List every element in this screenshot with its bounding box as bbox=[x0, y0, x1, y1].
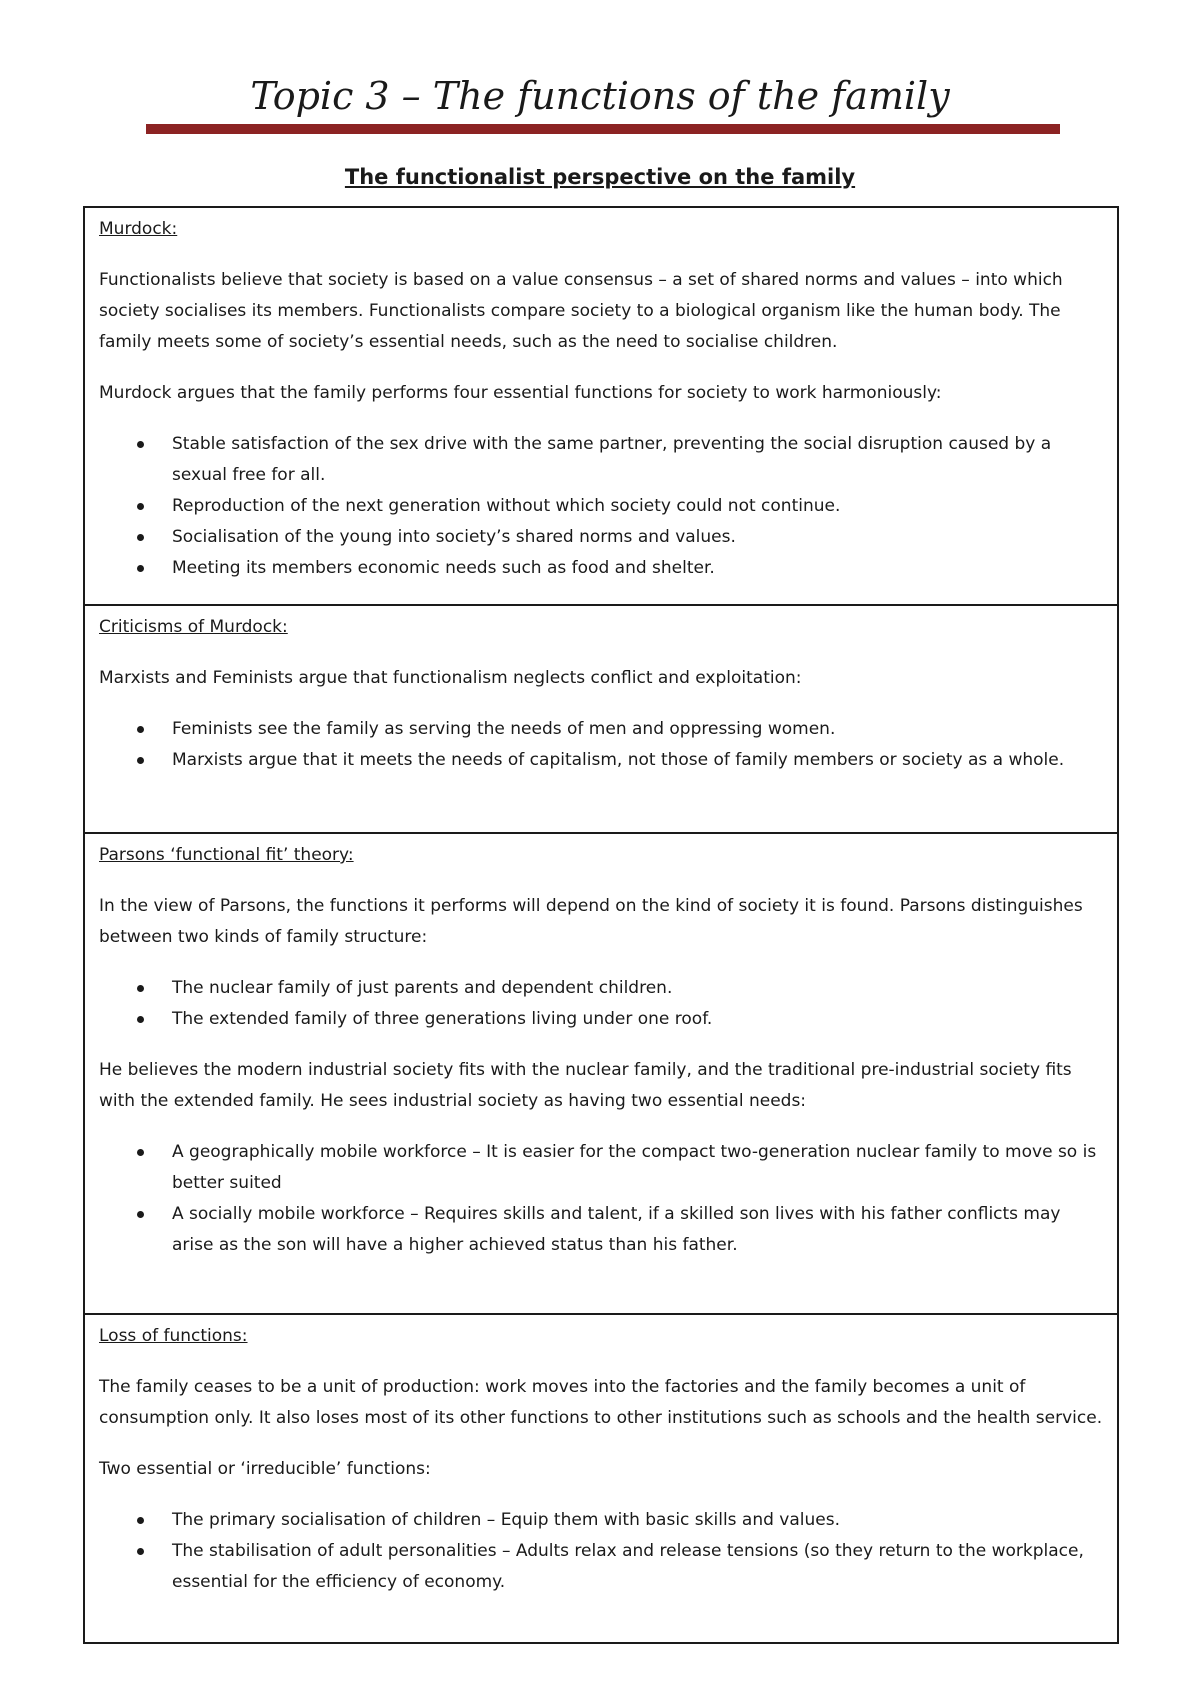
section-paragraph: He believes the modern industrial society fits with the nuclear family, and the traditional pre-industrial society fits with the extended family. He sees industrial society as having two essential needs: bbox=[99, 1060, 1072, 1111]
document-title: Topic 3 – The functions of the family bbox=[250, 74, 950, 118]
title-divider bbox=[146, 124, 1060, 134]
section-paragraph: In the view of Parsons, the functions it performs will depend on the kind of society it is found. Parsons distinguishes between two kinds of family structure: bbox=[99, 896, 1083, 947]
list-item: Socialisation of the young into society’s shared norms and values. bbox=[172, 522, 1103, 553]
section-paragraph: Two essential or ‘irreducible’ functions: bbox=[99, 1459, 431, 1479]
section-paragraph: Murdock argues that the family performs four essential functions for society to work harmoniously: bbox=[99, 383, 942, 403]
notes-table bbox=[83, 206, 1119, 1644]
list-item: A socially mobile workforce – Requires skills and talent, if a skilled son lives with his father conflicts may arise as the son will have a higher achieved status than his father. bbox=[172, 1199, 1103, 1261]
list-item: Marxists argue that it meets the needs of capitalism, not those of family members or society as a whole. bbox=[172, 745, 1103, 776]
section-criticisms bbox=[85, 604, 1117, 832]
section-paragraph: The family ceases to be a unit of production: work moves into the factories and the family becomes a unit of consumption only. It also loses most of its other functions to other institutions such as schools and the health service. bbox=[99, 1377, 1103, 1428]
bullet-list bbox=[99, 1137, 1103, 1261]
section-paragraph: Marxists and Feminists argue that functionalism neglects conflict and exploitation: bbox=[99, 668, 802, 688]
section-loss-of-functions bbox=[85, 1313, 1117, 1642]
list-item: The extended family of three generations living under one roof. bbox=[172, 1004, 1103, 1035]
bullet-list bbox=[99, 973, 1103, 1035]
section-parsons bbox=[85, 832, 1117, 1313]
list-item: Feminists see the family as serving the needs of men and oppressing women. bbox=[172, 714, 1103, 745]
list-item: The primary socialisation of children – Equip them with basic skills and values. bbox=[172, 1505, 1103, 1536]
bullet-list bbox=[99, 1505, 1103, 1598]
section-paragraph: Functionalists believe that society is based on a value consensus – a set of shared norms and values – into which society socialises its members. Functionalists compare society to a biological organism like the human body. The family meets some of society’s essential needs, such as the need to socialise children. bbox=[99, 270, 1063, 352]
bullet-list bbox=[99, 714, 1103, 776]
list-item: Reproduction of the next generation without which society could not continue. bbox=[172, 491, 1103, 522]
section-heading: Parsons ‘functional fit’ theory: bbox=[99, 845, 354, 865]
list-item: Meeting its members economic needs such as food and shelter. bbox=[172, 553, 1103, 584]
list-item: The nuclear family of just parents and dependent children. bbox=[172, 973, 1103, 1004]
section-heading: Criticisms of Murdock: bbox=[99, 617, 288, 637]
section-heading: Loss of functions: bbox=[99, 1326, 248, 1346]
document-subtitle: The functionalist perspective on the family bbox=[344, 165, 856, 189]
list-item: The stabilisation of adult personalities – Adults relax and release tensions (so they return to the workplace, essential for the efficiency of economy. bbox=[172, 1536, 1103, 1598]
list-item: A geographically mobile workforce – It is easier for the compact two-generation nuclear family to move so is better suited bbox=[172, 1137, 1103, 1199]
section-murdock bbox=[85, 208, 1117, 604]
list-item: Stable satisfaction of the sex drive with the same partner, preventing the social disruption caused by a sexual free for all. bbox=[172, 429, 1103, 491]
section-heading: Murdock: bbox=[99, 219, 178, 239]
bullet-list bbox=[99, 429, 1103, 584]
